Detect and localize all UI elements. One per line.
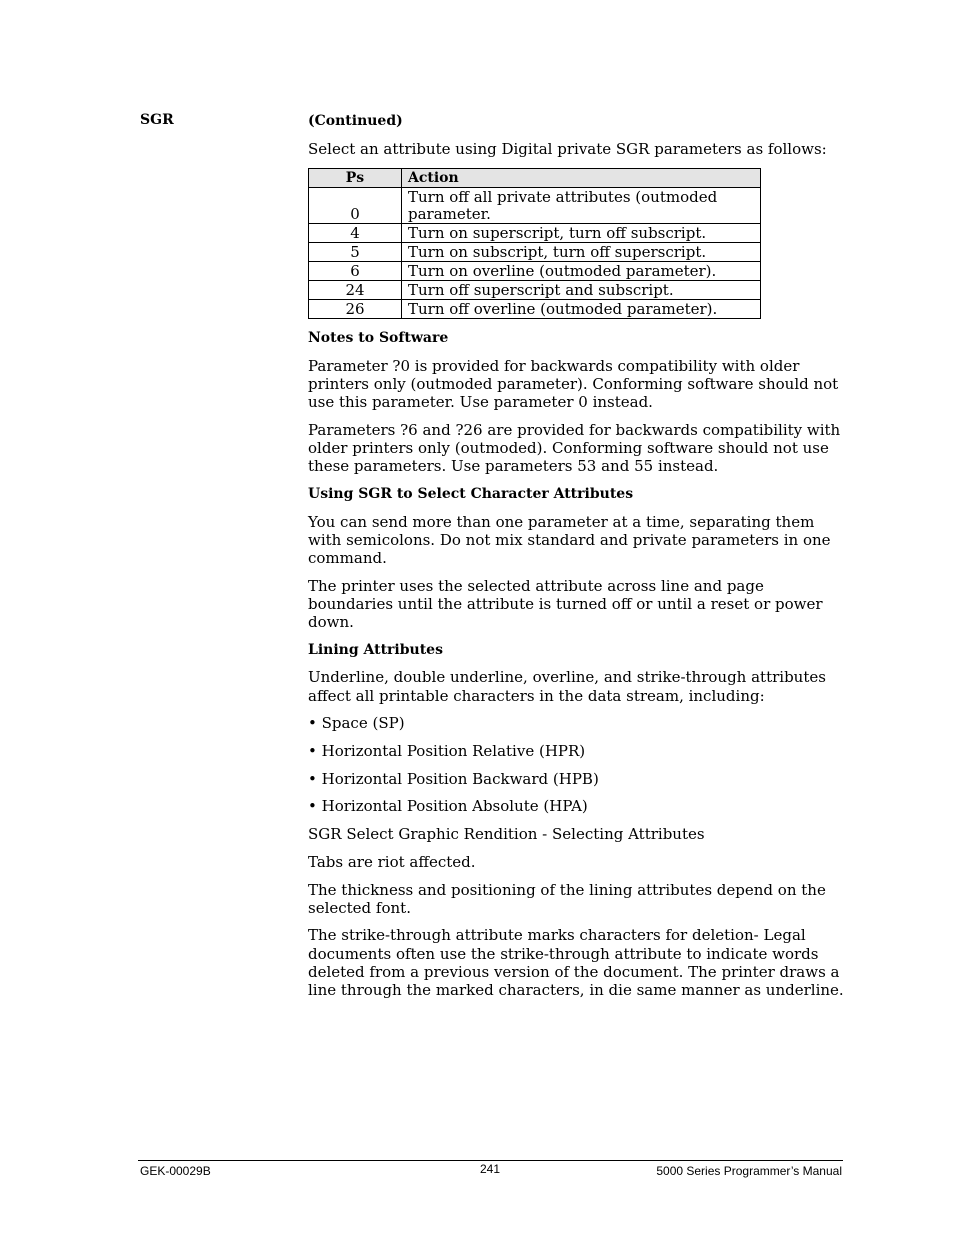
notes-paragraph: Parameter ?0 is provided for backwards compatibility with older printers only (outmoded parameter). Conforming software should not use this parameter. Use parameter 0 instead.: [308, 356, 839, 412]
notes-heading: Notes to Software: [308, 329, 449, 346]
column-header-action: Action: [402, 168, 761, 187]
table-header-row: [309, 168, 761, 187]
list-item: • Horizontal Position Absolute (HPA): [308, 797, 588, 816]
table-row: [309, 242, 761, 261]
lining-heading: Lining Attributes: [308, 641, 443, 658]
action-text: Turn on subscript, turn off superscript.: [402, 242, 761, 261]
footer-manual-title: 5000 Series Programmer’s Manual: [656, 1164, 842, 1178]
list-item: • Horizontal Position Backward (HPB): [308, 769, 599, 788]
footer-doc-id: GEK-00029B: [140, 1164, 211, 1178]
using-paragraph: The printer uses the selected attribute across line and page boundaries until the attribute is turned off or until a reset or power down.: [308, 576, 823, 632]
action-text: Turn on superscript, turn off subscript.: [402, 223, 761, 242]
intro-text: Select an attribute using Digital private SGR parameters as follows:: [308, 140, 827, 159]
lining-paragraph: The strike-through attribute marks characters for deletion- Legal documents often use the strike-through attribute to indicate words deleted from a previous version of the document. The printer draws a line through the marked characters, in die same manner as underline.: [308, 926, 844, 1000]
list-item: • Horizontal Position Relative (HPR): [308, 742, 586, 761]
ps-value: 24: [309, 280, 402, 299]
action-text: Turn on overline (outmoded parameter).: [402, 261, 761, 280]
ps-value: 5: [309, 242, 402, 261]
table-row: [309, 280, 761, 299]
notes-paragraph: Parameters ?6 and ?26 are provided for backwards compatibility with older printers only (outmoded). Conforming software should not use these parameters. Use parameters 53 and 55 instead.: [308, 420, 841, 476]
using-sgr-heading: Using SGR to Select Character Attributes: [308, 485, 634, 502]
lining-paragraph: The thickness and positioning of the lining attributes depend on the selected font.: [308, 880, 826, 917]
action-text: Turn off overline (outmoded parameter).: [402, 299, 761, 318]
table-row: [309, 187, 761, 223]
lining-paragraph: SGR Select Graphic Rendition - Selecting Attributes: [308, 825, 705, 844]
ps-value: 6: [309, 261, 402, 280]
column-header-ps: Ps: [309, 168, 402, 187]
ps-value: 4: [309, 223, 402, 242]
footer-divider: [138, 1160, 843, 1161]
using-paragraph: You can send more than one parameter at a time, separating them with semicolons. Do not mix standard and private parameters in one command.: [308, 512, 831, 567]
table-row: [309, 299, 761, 318]
ps-value: 26: [309, 299, 402, 318]
action-text: Turn off all private attributes (outmoded parameter.: [402, 187, 761, 223]
ps-action-table: [308, 168, 761, 319]
list-item: • Space (SP): [308, 714, 405, 733]
lining-paragraph: Underline, double underline, overline, and strike-through attributes affect all printable characters in the data stream, including:: [308, 668, 826, 705]
section-label: SGR: [140, 112, 174, 128]
table-row: [309, 261, 761, 280]
table-row: [309, 223, 761, 242]
main-content: [308, 112, 844, 1009]
page-number: 241: [480, 1162, 501, 1176]
action-text: Turn off superscript and subscript.: [402, 280, 761, 299]
lining-paragraph: Tabs are riot affected.: [308, 852, 476, 871]
ps-value: 0: [309, 187, 402, 223]
continued-heading: (Continued): [308, 113, 403, 129]
